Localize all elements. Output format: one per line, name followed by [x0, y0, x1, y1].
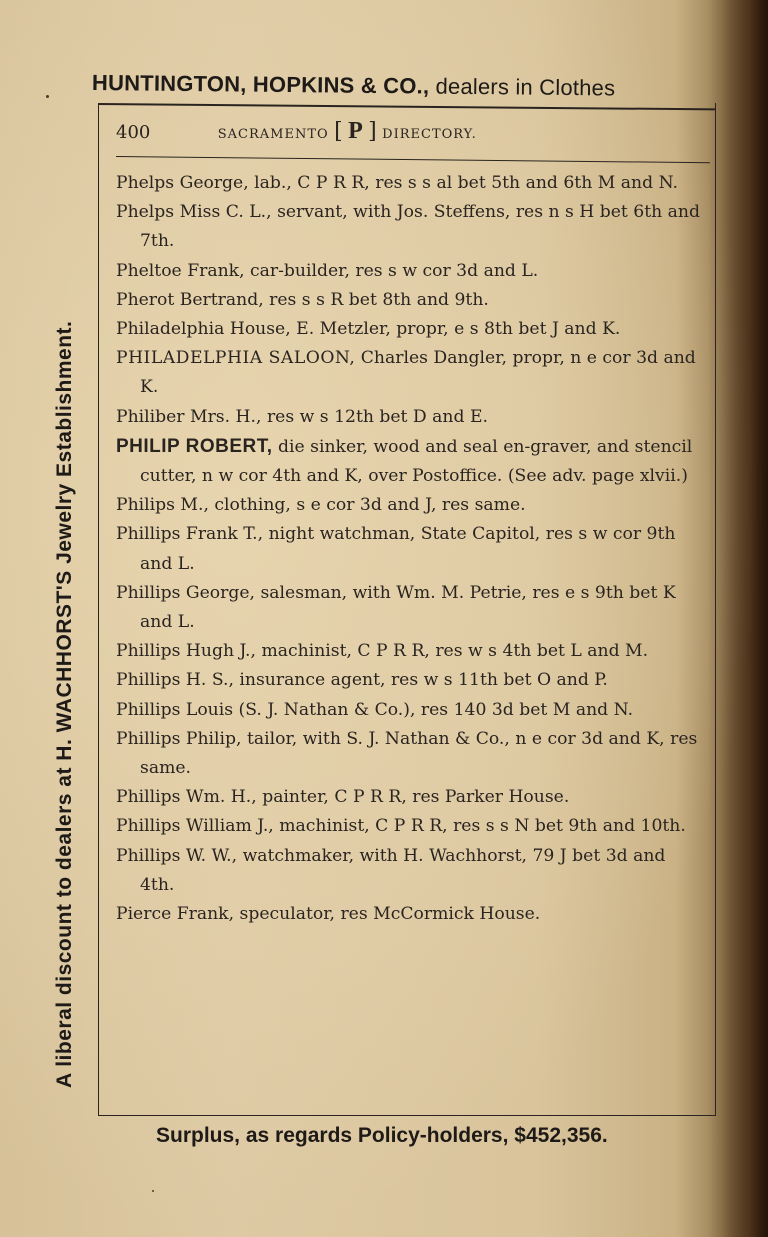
directory-entry: [116, 286, 701, 315]
entry-name: Phillips Louis: [116, 699, 234, 720]
entry-name: Phillips George,: [116, 582, 256, 603]
entry-details: servant, with Jos. Steffens, res n s H bet 6th and 7th.: [140, 202, 700, 252]
directory-entry: [116, 725, 701, 783]
entry-details: machinist, C P R R, res w s 4th bet L and M.: [261, 641, 649, 662]
entry-name: Philiber Mrs. H.,: [116, 406, 262, 427]
directory-entry: [116, 520, 701, 578]
entry-name: Phillips Hugh J.,: [116, 641, 256, 662]
entry-details: (S. J. Nathan & Co.), res 140 3d bet M and N.: [238, 699, 634, 720]
entry-name: Phillips H. S.,: [116, 670, 234, 691]
entry-details: insurance agent, res w s 11th bet O and P.: [239, 670, 608, 691]
entry-details: E. Metzler, propr, e s 8th bet J and K.: [296, 319, 621, 340]
running-head-city: SACRAMENTO: [217, 127, 329, 142]
directory-entry: [116, 666, 701, 695]
entry-details: lab., C P R R, res s s al bet 5th and 6th M and N.: [254, 173, 678, 193]
entry-name: PHILIP ROBERT,: [116, 435, 273, 457]
header-firm: HUNTINGTON, HOPKINS & CO.,: [91, 70, 430, 99]
entry-name: Phelps George,: [116, 173, 249, 193]
entry-name: Pherot Bertrand,: [116, 289, 264, 310]
directory-entry: [116, 491, 701, 520]
entry-details: salesman, with Wm. M. Petrie, res e s 9th bet K and L.: [140, 582, 676, 633]
directory-entry: [116, 696, 701, 725]
entry-name: Phillips Frank T.,: [116, 524, 264, 545]
print-speck: [152, 1190, 154, 1192]
entry-name: Phillips Wm. H.,: [116, 787, 257, 808]
page-footer-advert: Surplus, as regards Policy-holders, $452,356.: [156, 1124, 608, 1147]
entry-name: Pierce Frank,: [116, 904, 235, 925]
directory-entry: [116, 257, 701, 286]
entry-name: Philips M.,: [116, 495, 209, 516]
directory-entry: [116, 637, 701, 666]
directory-entry: [116, 900, 701, 929]
entry-name: Phelps Miss C. L.,: [116, 202, 272, 223]
directory-entry: [116, 169, 701, 198]
directory-entry: [116, 403, 701, 432]
open-bracket: [: [334, 119, 343, 144]
entry-details: machinist, C P R R, res s s N bet 9th and 10th.: [279, 816, 686, 837]
entry-details: die sinker, wood and seal en-graver, and stencil cutter, n w cor 4th and K, over Postoffice. (See adv. page xlvii.): [140, 436, 693, 487]
directory-entry: [116, 198, 701, 256]
page-number: 400: [116, 122, 151, 143]
entry-details: night watchman, State Capitol, res s w cor 9th and L.: [140, 524, 676, 574]
entry-name: Phillips W. W.,: [116, 845, 238, 866]
close-bracket: ]: [368, 119, 377, 144]
binding-shadow: [708, 0, 768, 1237]
entry-details: speculator, res McCormick House.: [239, 904, 541, 925]
running-head: [116, 118, 716, 145]
entry-name: Phillips Philip,: [116, 728, 242, 749]
entry-details: res s s R bet 8th and 9th.: [269, 289, 489, 310]
entry-details: res w s 12th bet D and E.: [266, 406, 488, 427]
entry-details: watchmaker, with H. Wachhorst, 79 J bet 3d and 4th.: [140, 845, 666, 895]
entry-details: painter, C P R R, res Parker House.: [262, 787, 570, 808]
directory-entry: [116, 432, 701, 491]
directory-entry: [116, 344, 701, 402]
directory-entry: [116, 579, 701, 637]
running-head-directory: DIRECTORY.: [382, 127, 477, 142]
entry-name: Phillips William J.,: [116, 816, 274, 837]
directory-entry: [116, 783, 701, 812]
side-advert: A liberal discount to dealers at H. WACHHORST'S Jewelry Establishment.: [53, 320, 76, 1088]
entry-details: tailor, with S. J. Nathan & Co., n e cor 3d and K, res same.: [140, 728, 698, 779]
entry-details: Charles Dangler, propr, n e cor 3d and K.: [140, 348, 696, 398]
entry-name: PHILADELPHIA SALOON,: [116, 348, 356, 369]
directory-entry: [116, 315, 701, 344]
directory-entry: [116, 812, 701, 841]
print-speck: [46, 95, 49, 98]
directory-entry: [116, 842, 701, 900]
entry-details: clothing, s e cor 3d and J, res same.: [214, 495, 526, 516]
entry-name: Pheltoe Frank,: [116, 260, 245, 281]
section-letter: P: [348, 118, 363, 144]
page-header-advert: [92, 70, 732, 103]
header-trade: dealers in Clothes: [435, 73, 616, 101]
entry-name: Philadelphia House,: [116, 319, 291, 340]
entry-details: car-builder, res s w cor 3d and L.: [250, 260, 539, 281]
directory-entries: [116, 169, 701, 929]
